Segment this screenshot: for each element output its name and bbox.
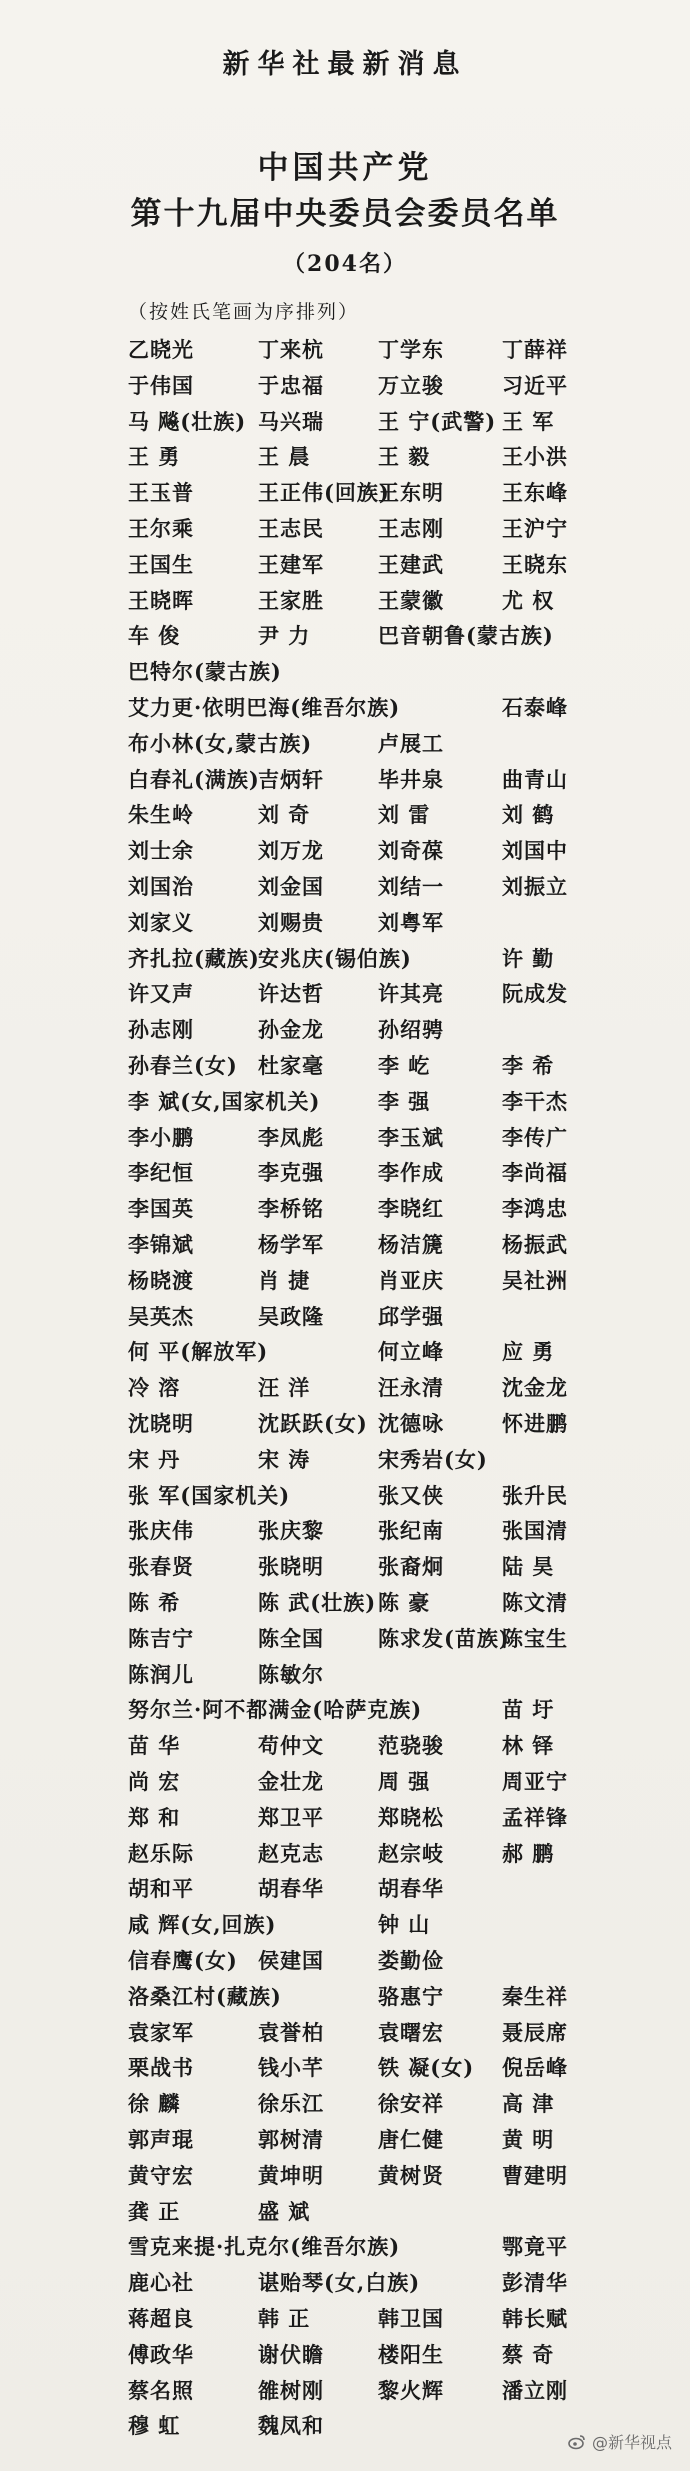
name-row (0, 2196, 690, 2234)
member-name: 刘士余 (128, 838, 194, 864)
member-name: 王晓晖 (128, 587, 194, 613)
name-row (0, 1909, 690, 1947)
name-row (0, 871, 690, 909)
member-name: 何 平(解放军) (128, 1339, 269, 1365)
member-name: 王建武 (378, 551, 444, 577)
member-name: 陈吉宁 (128, 1625, 194, 1651)
member-name: 王 军 (502, 408, 555, 434)
member-name: 李晓红 (378, 1196, 444, 1222)
name-row (0, 441, 690, 479)
member-name: 王 晨 (258, 444, 311, 470)
member-name: 陈 希 (128, 1590, 181, 1615)
member-name: 怀进鹏 (502, 1411, 568, 1436)
member-name: 尚 宏 (128, 1769, 181, 1794)
member-name: 王家胜 (258, 587, 324, 613)
name-row (0, 2124, 690, 2162)
member-name: 杨晓渡 (128, 1267, 194, 1293)
name-row (0, 1372, 690, 1410)
member-name: 黄 明 (502, 2127, 555, 2152)
member-name: 钟 山 (378, 1912, 431, 1938)
name-row (0, 2017, 690, 2055)
member-name: 李 斌(女,国家机关) (128, 1088, 321, 1114)
member-name: 信春鹰(女) (128, 1948, 238, 1973)
member-name: 郑 和 (128, 1804, 181, 1830)
member-name: 刘国中 (502, 838, 568, 864)
member-name: 栗战书 (128, 2055, 194, 2081)
member-name: 范骁骏 (378, 1733, 444, 1759)
member-name: 王国生 (128, 551, 194, 577)
member-name: 孙志刚 (128, 1017, 194, 1043)
watermark-text: @新华视点 (591, 2433, 672, 2452)
member-name: 雪克来提·扎克尔(维吾尔族) (128, 2234, 401, 2260)
member-name: 郑卫平 (258, 1804, 324, 1830)
member-name: 应 勇 (502, 1339, 555, 1365)
name-row (0, 728, 690, 766)
name-row (0, 1981, 690, 2019)
member-name: 马兴瑞 (258, 408, 324, 434)
member-name: 沈金龙 (502, 1375, 568, 1401)
member-name: 陈全国 (258, 1625, 324, 1651)
member-name: 于伟国 (128, 372, 194, 398)
name-row (0, 334, 690, 372)
member-name: 高 津 (502, 2091, 555, 2117)
member-name: 刘结一 (378, 874, 444, 899)
member-name: 肖亚庆 (378, 1267, 444, 1293)
member-name: 张升民 (502, 1482, 568, 1508)
member-name: 王志民 (258, 516, 324, 541)
member-name: 王尔乘 (128, 516, 194, 541)
member-name: 丁薛祥 (502, 337, 568, 362)
member-name: 于忠福 (258, 372, 324, 398)
member-name: 林 铎 (502, 1733, 555, 1759)
member-name: 朱生岭 (128, 802, 194, 828)
member-name: 齐扎拉(藏族) (128, 945, 260, 971)
name-row (0, 1265, 690, 1303)
member-name: 许其亮 (378, 981, 444, 1007)
member-name: 黎火辉 (378, 2377, 444, 2403)
member-name: 韩长赋 (502, 2306, 568, 2331)
member-name: 王 宁(武警) (378, 408, 497, 434)
member-name: 侯建国 (258, 1948, 324, 1973)
member-name: 郝 鹏 (502, 1840, 555, 1866)
member-name: 郭树清 (258, 2127, 324, 2152)
member-name: 鄂竟平 (502, 2234, 568, 2260)
name-row (0, 549, 690, 587)
member-name: 尹 力 (258, 623, 311, 649)
name-row (0, 1659, 690, 1697)
member-name: 杨学军 (258, 1232, 324, 1257)
member-name: 张 军(国家机关) (128, 1482, 291, 1508)
member-name: 张又侠 (378, 1482, 444, 1508)
name-row (0, 1229, 690, 1267)
member-name: 毕井泉 (378, 766, 444, 792)
member-name: 车 俊 (128, 623, 181, 649)
member-name: 白春礼(满族) (128, 766, 260, 792)
member-name: 王东峰 (502, 480, 568, 506)
member-name: 孙绍骋 (378, 1017, 444, 1043)
name-row (0, 585, 690, 623)
member-name: 刘万龙 (258, 838, 324, 864)
member-name: 曹建明 (502, 2162, 568, 2188)
member-name: 李尚福 (502, 1160, 568, 1186)
member-name: 苗 华 (128, 1733, 181, 1759)
member-name: 胡和平 (128, 1876, 194, 1902)
member-name: 赵克志 (258, 1840, 324, 1866)
name-row (0, 1193, 690, 1231)
member-count: （204名） (283, 251, 407, 277)
member-name: 阮成发 (502, 981, 568, 1007)
member-name: 周 强 (378, 1769, 431, 1794)
member-name: 汪 洋 (258, 1375, 311, 1401)
watermark (568, 2430, 672, 2453)
member-name: 王玉普 (128, 480, 194, 506)
member-name: 乙晓光 (128, 337, 194, 362)
member-name: 咸 辉(女,回族) (128, 1912, 277, 1938)
member-name: 李 强 (378, 1088, 431, 1114)
member-name: 王正伟(回族) (258, 480, 390, 506)
member-name: 周亚宁 (502, 1769, 568, 1794)
name-row (0, 2267, 690, 2305)
name-row (0, 2339, 690, 2377)
member-name: 李国英 (128, 1196, 194, 1222)
name-row (0, 692, 690, 730)
member-name: 徐安祥 (378, 2091, 444, 2117)
member-name: 王志刚 (378, 516, 444, 541)
member-name: 丁学东 (378, 337, 444, 362)
member-name: 聂辰席 (502, 2019, 568, 2045)
member-name: 沈晓明 (128, 1411, 194, 1436)
name-row (0, 2088, 690, 2126)
name-row (0, 1623, 690, 1661)
member-name: 金壮龙 (258, 1769, 324, 1794)
member-name: 蔡名照 (128, 2377, 194, 2403)
ordering-note: （按姓氏笔画为序排列） (128, 301, 360, 323)
member-name: 李 希 (502, 1053, 555, 1078)
member-name: 郭声琨 (128, 2127, 194, 2152)
member-name: 陈文清 (502, 1590, 568, 1615)
name-row (0, 656, 690, 694)
member-name: 李凤彪 (258, 1124, 324, 1150)
member-name: 邱学强 (378, 1303, 444, 1329)
member-name: 钱小芊 (258, 2055, 324, 2081)
title-line-1: 中国共产党 (257, 150, 433, 186)
member-name: 陈 武(壮族) (258, 1590, 377, 1615)
member-name: 潘立刚 (502, 2377, 568, 2403)
member-name: 张国清 (502, 1518, 568, 1544)
member-name: 杨洁篪 (378, 1232, 444, 1257)
member-name: 刘 鹤 (502, 802, 555, 828)
member-name: 张裔炯 (378, 1554, 444, 1580)
member-name: 杨振武 (502, 1232, 568, 1257)
member-name: 黄守宏 (128, 2162, 194, 2188)
member-name: 汪永清 (378, 1375, 444, 1401)
member-name: 李传广 (502, 1124, 568, 1150)
name-row (0, 1515, 690, 1553)
member-name: 王 毅 (378, 444, 431, 470)
member-name: 孙金龙 (258, 1017, 324, 1043)
member-name: 王建军 (258, 551, 324, 577)
member-name: 李玉斌 (378, 1124, 444, 1150)
member-name: 赵宗岐 (378, 1840, 444, 1866)
member-name: 刘赐贵 (258, 909, 324, 935)
member-name: 陈润儿 (128, 1661, 194, 1687)
name-row (0, 943, 690, 981)
member-name: 苗 圩 (502, 1697, 555, 1723)
name-row (0, 2052, 690, 2090)
name-row (0, 1336, 690, 1374)
name-row (0, 2231, 690, 2269)
member-name: 袁曙宏 (378, 2019, 444, 2045)
member-name: 胡春华 (258, 1876, 324, 1902)
name-row (0, 1802, 690, 1840)
member-name: 傅政华 (128, 2341, 194, 2367)
name-row (0, 1014, 690, 1052)
member-name: 张纪南 (378, 1518, 444, 1544)
member-name: 宋秀岩(女) (378, 1446, 488, 1472)
member-name: 许 勤 (502, 945, 555, 971)
member-name: 王蒙徽 (378, 587, 444, 613)
member-name: 刘奇葆 (378, 838, 444, 864)
member-name: 骆惠宁 (378, 1983, 444, 2009)
member-name: 卢展工 (378, 730, 444, 756)
name-row (0, 1730, 690, 1768)
name-row (0, 1694, 690, 1732)
member-name: 谢伏瞻 (258, 2341, 324, 2367)
member-name: 李锦斌 (128, 1232, 194, 1257)
member-name: 胡春华 (378, 1876, 444, 1902)
member-name: 李 屹 (378, 1053, 431, 1078)
member-name: 陈宝生 (502, 1625, 568, 1651)
member-name: 陈敏尔 (258, 1661, 324, 1687)
member-name: 李小鹏 (128, 1124, 194, 1150)
member-name: 娄勤俭 (378, 1948, 444, 1973)
member-name: 马 飚(壮族) (128, 408, 247, 434)
member-name: 王东明 (378, 480, 444, 506)
member-name: 苟仲文 (258, 1733, 324, 1759)
name-row (0, 1157, 690, 1195)
name-row (0, 1301, 690, 1339)
member-name: 王沪宁 (502, 516, 568, 541)
name-row (0, 2303, 690, 2341)
member-name: 倪岳峰 (502, 2055, 568, 2081)
member-name: 宋 涛 (258, 1446, 311, 1472)
member-name: 安兆庆(锡伯族) (258, 945, 412, 971)
member-name: 吴政隆 (258, 1303, 324, 1329)
member-name: 王晓东 (502, 551, 568, 577)
name-row (0, 2375, 690, 2413)
member-name: 李桥铭 (258, 1196, 324, 1222)
member-name: 杜家毫 (258, 1053, 324, 1078)
member-name: 石泰峰 (502, 695, 568, 720)
member-name: 黄树贤 (378, 2162, 444, 2188)
member-name: 许达哲 (258, 981, 324, 1007)
member-name: 冷 溶 (128, 1375, 181, 1401)
name-row (0, 620, 690, 658)
name-row (0, 1480, 690, 1518)
member-name: 李克强 (258, 1160, 324, 1186)
member-name: 陈求发(苗族) (378, 1625, 510, 1651)
member-name: 龚 正 (128, 2198, 181, 2224)
name-row (0, 799, 690, 837)
name-row (0, 1551, 690, 1589)
member-name: 艾力更·依明巴海(维吾尔族) (128, 695, 401, 720)
name-row (0, 1444, 690, 1482)
member-name: 李纪恒 (128, 1160, 194, 1186)
member-name: 巴特尔(蒙古族) (128, 659, 282, 685)
member-name: 布小林(女,蒙古族) (128, 730, 313, 756)
member-name: 王小洪 (502, 444, 568, 470)
member-name: 唐仁健 (378, 2127, 444, 2152)
name-row (0, 1086, 690, 1124)
member-name: 陆 昊 (502, 1554, 555, 1580)
member-name: 曲青山 (502, 766, 568, 792)
member-name: 魏凤和 (258, 2413, 324, 2439)
member-name: 王 勇 (128, 444, 181, 470)
name-row (0, 477, 690, 515)
member-name: 努尔兰·阿不都满金(哈萨克族) (128, 1697, 423, 1723)
member-name: 袁誉柏 (258, 2019, 324, 2045)
name-row (0, 1050, 690, 1088)
member-name: 韩 正 (258, 2306, 311, 2331)
member-name: 韩卫国 (378, 2306, 444, 2331)
member-name: 万立骏 (378, 372, 444, 398)
member-name: 穆 虹 (128, 2413, 181, 2439)
member-name: 徐乐江 (258, 2091, 324, 2117)
member-name: 尤 权 (502, 587, 555, 613)
name-row (0, 513, 690, 551)
member-name: 彭清华 (502, 2270, 568, 2296)
member-name: 习近平 (502, 372, 568, 398)
member-name: 张庆黎 (258, 1518, 324, 1544)
name-row (0, 835, 690, 873)
member-name: 孙春兰(女) (128, 1053, 238, 1078)
member-name: 李干杰 (502, 1088, 568, 1114)
name-row (0, 1587, 690, 1625)
member-name: 雒树刚 (258, 2377, 324, 2403)
member-name: 蔡 奇 (502, 2341, 555, 2367)
member-name: 刘金国 (258, 874, 324, 899)
name-row (0, 978, 690, 1016)
member-name: 沈跃跃(女) (258, 1411, 368, 1436)
member-name: 吉炳轩 (258, 766, 324, 792)
member-name: 谌贻琴(女,白族) (258, 2270, 421, 2296)
member-name: 吴社洲 (502, 1267, 568, 1293)
member-name: 蒋超良 (128, 2306, 194, 2331)
member-name: 沈德咏 (378, 1411, 444, 1436)
member-name: 丁来杭 (258, 337, 324, 362)
name-row (0, 2160, 690, 2198)
member-name: 陈 豪 (378, 1590, 431, 1615)
member-name: 吴英杰 (128, 1303, 194, 1329)
member-name: 袁家军 (128, 2019, 194, 2045)
name-row (0, 907, 690, 945)
member-name: 徐 麟 (128, 2091, 181, 2117)
member-name: 刘粤军 (378, 909, 444, 935)
member-name: 盛 斌 (258, 2198, 311, 2224)
member-name: 宋 丹 (128, 1446, 181, 1472)
member-name: 张庆伟 (128, 1518, 194, 1544)
name-row (0, 1945, 690, 1983)
member-name: 铁 凝(女) (378, 2055, 475, 2081)
agency-heading: 新华社最新消息 (222, 49, 468, 80)
member-name: 刘国治 (128, 874, 194, 899)
member-name: 张晓明 (258, 1554, 324, 1580)
member-name: 李鸿忠 (502, 1196, 568, 1222)
member-name: 刘家义 (128, 909, 194, 935)
name-row (0, 764, 690, 802)
member-name: 何立峰 (378, 1339, 444, 1365)
name-row (0, 1838, 690, 1876)
name-row (0, 1408, 690, 1446)
member-name: 秦生祥 (502, 1983, 568, 2009)
member-name: 刘振立 (502, 874, 568, 899)
member-name: 李作成 (378, 1160, 444, 1186)
member-name: 黄坤明 (258, 2162, 324, 2188)
member-name: 赵乐际 (128, 1840, 194, 1866)
member-name: 楼阳生 (378, 2341, 444, 2367)
member-name: 许又声 (128, 981, 194, 1007)
title-line-2: 第十九届中央委员会委员名单 (130, 196, 560, 232)
weibo-icon (568, 2433, 586, 2451)
member-name: 巴音朝鲁(蒙古族) (378, 623, 554, 649)
name-row (0, 406, 690, 444)
member-name: 郑晓松 (378, 1804, 444, 1830)
name-row (0, 1122, 690, 1160)
member-name: 孟祥锋 (502, 1804, 568, 1830)
member-name: 洛桑江村(藏族) (128, 1983, 282, 2009)
member-name: 张春贤 (128, 1554, 194, 1580)
member-name: 刘 雷 (378, 802, 431, 828)
name-row (0, 370, 690, 408)
name-row (0, 1766, 690, 1804)
member-name: 刘 奇 (258, 802, 311, 828)
name-row (0, 1873, 690, 1911)
member-name: 肖 捷 (258, 1267, 311, 1293)
member-name: 鹿心社 (128, 2270, 194, 2296)
